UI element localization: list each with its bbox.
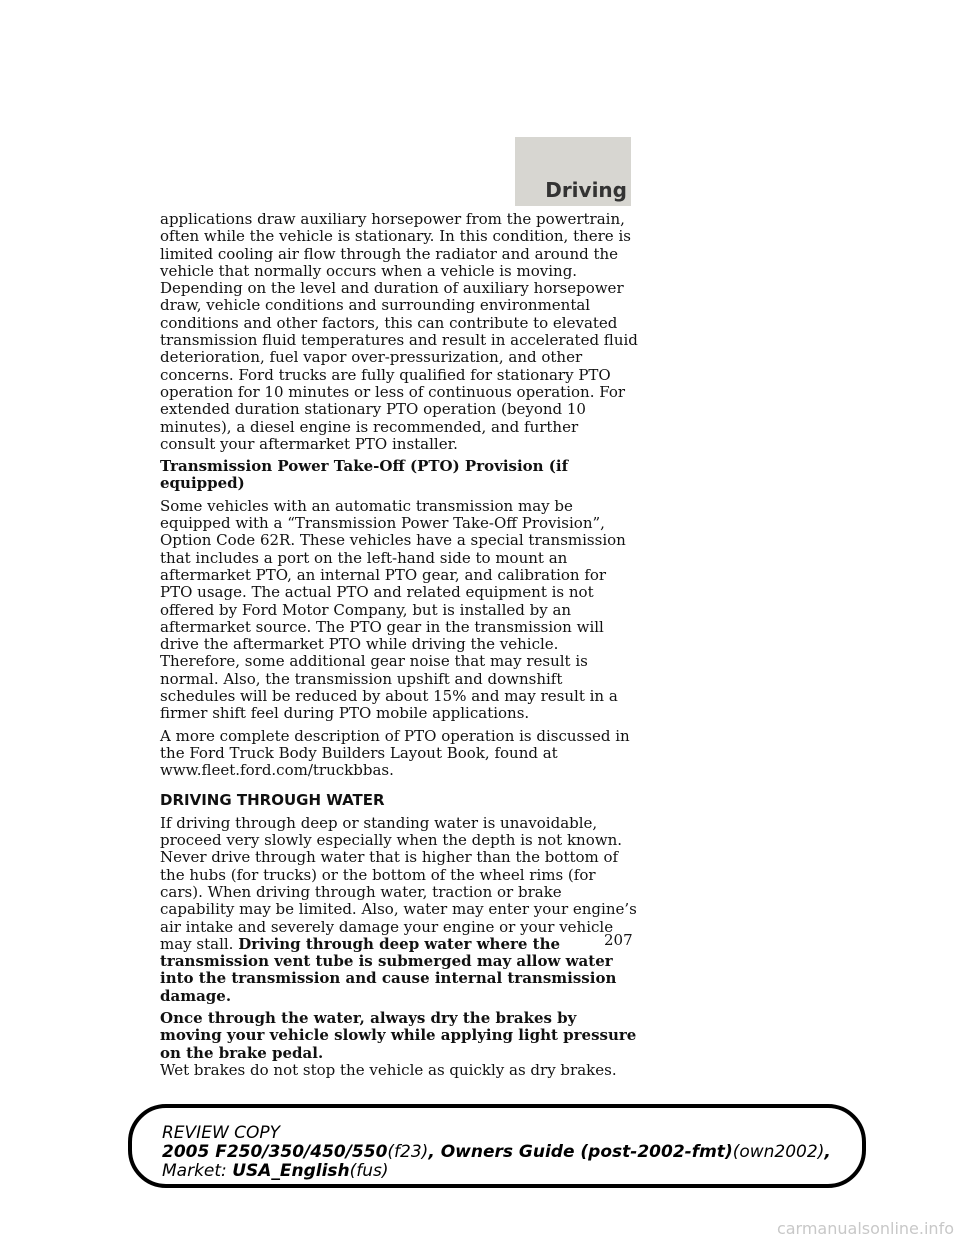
watermark: carmanualsonline.info	[776, 1219, 954, 1238]
review-copy-model-line	[162, 1143, 862, 1162]
guide-name: Owners Guide (post-2002-fmt)	[440, 1142, 733, 1162]
paragraph-pto-provision: Some vehicles with an automatic transmission may be equipped with a “Transmission Power Take-Off Provision”, Option Code 62R. These vehicles have a special transmission that includes a port on the left-hand side to mount an aftermarket PTO, an internal PTO gear, and calibration for PTO usage. The actual PTO and related equipment is not offered by Ford Motor Company, but is installed by an aftermarket source. The PTO gear in the transmission will drive the aftermarket PTO while driving the vehicle. Therefore, some additional gear noise that may result is normal. Also, the transmission upshift and downshift schedules will be reduced by about 15% and may result in a firmer shift feel during PTO mobile applications.	[160, 496, 626, 723]
market-code: (fus)	[349, 1161, 389, 1181]
brakes-warning: Once through the water, always dry the brakes by moving your vehicle slowly while applying light pressure on the brake pedal.	[160, 1009, 637, 1062]
page-number: 207	[604, 931, 633, 949]
page-body	[160, 211, 638, 1084]
review-copy-label: REVIEW COPY	[162, 1123, 281, 1143]
paragraph-water	[160, 815, 638, 1005]
paragraph-brakes	[160, 1010, 638, 1079]
water-text: If driving through deep or standing water is unavoidable, proceed very slowly especially when the depth is not known. Never drive through water that is higher than the bottom of the hubs (for trucks) or the bottom of the wheel rims (for cars). When driving through water, traction or brake capability may be limited. Also, water may enter your engine’s air intake and severely damage your engine or your vehicle may stall.	[160, 813, 637, 953]
market-value: USA_English	[232, 1161, 350, 1181]
brakes-text: Wet brakes do not stop the vehicle as quickly as dry brakes.	[160, 1060, 617, 1079]
driving-through-water-heading: DRIVING THROUGH WATER	[160, 790, 385, 809]
model-code: (f23)	[387, 1142, 429, 1162]
market-label: Market:	[162, 1161, 227, 1181]
section-header-tab	[515, 137, 631, 206]
model-name: 2005 F250/350/450/550	[162, 1142, 388, 1162]
paragraph-pto-reference: A more complete description of PTO operation is discussed in the Ford Truck Body Builders Layout Book, found at www.fleet.ford.com/truckbbas.	[160, 726, 630, 780]
separator: ,	[824, 1142, 831, 1162]
separator: ,	[428, 1142, 441, 1162]
section-title: Driving	[545, 178, 627, 202]
review-copy-market-line	[162, 1162, 862, 1181]
water-warning: Driving through deep water where the transmission vent tube is submerged may allow water into the transmission and cause internal transmission damage.	[160, 934, 617, 1005]
review-copy-text	[162, 1124, 862, 1181]
pto-provision-heading: Transmission Power Take-Off (PTO) Provision (if equipped)	[160, 457, 569, 493]
guide-code: (own2002)	[732, 1142, 825, 1162]
paragraph-pto-intro: applications draw auxiliary horsepower from the powertrain, often while the vehicle is stationary. In this condition, there is limited cooling air flow through the radiator and around the vehicle that normally occurs when a vehicle is moving. Depending on the level and duration of auxiliary horsepower draw, vehicle conditions and surrounding environmental conditions and other factors, this can contribute to elevated transmission fluid temperatures and result in accelerated fluid deterioration, fuel vapor over-pressurization, and other concerns. Ford trucks are fully qualified for stationary PTO operation for 10 minutes or less of continuous operation. For extended duration stationary PTO operation (beyond 10 minutes), a diesel engine is recommended, and further consult your aftermarket PTO installer.	[160, 210, 638, 453]
